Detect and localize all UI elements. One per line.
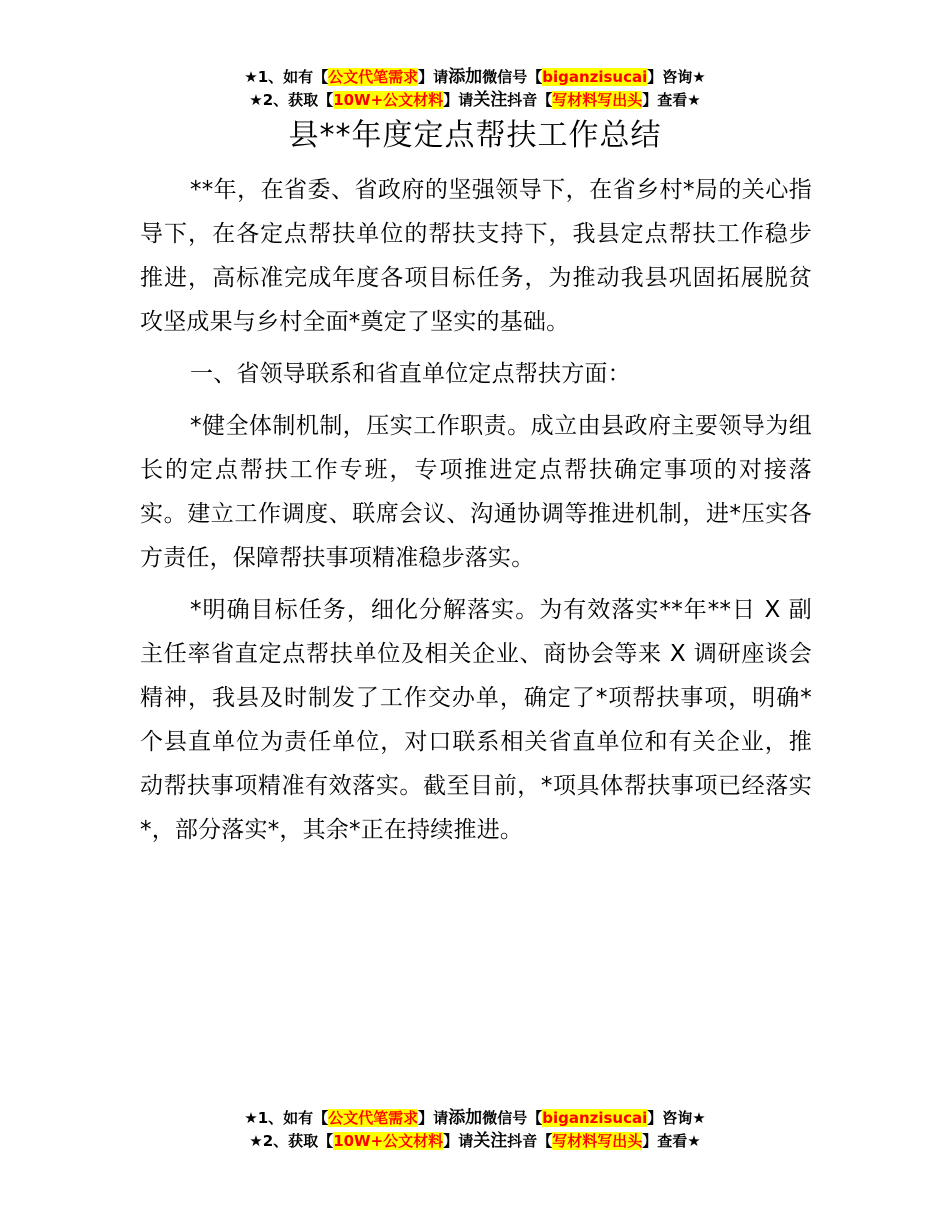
- banner-text: 】请: [443, 91, 474, 109]
- banner-highlight: 10W+公文材料: [333, 91, 444, 109]
- banner-text: 】请: [418, 68, 449, 86]
- banner-highlight: biganzisucai: [542, 1109, 648, 1127]
- banner-text: 微信号【: [482, 68, 543, 86]
- banner-highlight: 10W+公文材料: [333, 1132, 444, 1150]
- header-banner-line-1: [0, 66, 950, 89]
- banner-text: ★2、获取【: [249, 91, 334, 109]
- banner-text: ★2、获取【: [249, 1132, 334, 1150]
- banner-highlight: 写材料写出头: [552, 1132, 643, 1150]
- banner-text: 】查看★: [642, 91, 701, 109]
- footer-banner-line-1: [0, 1107, 950, 1130]
- banner-text: 】查看★: [642, 1132, 701, 1150]
- header-banner: [0, 66, 950, 112]
- banner-highlight: 公文代笔需求: [328, 1109, 419, 1127]
- footer-banner-line-2: [0, 1130, 950, 1153]
- banner-text: 微信号【: [482, 1109, 543, 1127]
- banner-emphasis: 添加: [448, 1108, 483, 1128]
- banner-highlight: biganzisucai: [542, 68, 648, 86]
- footer-banner: [0, 1107, 950, 1153]
- banner-text: ★1、如有【: [244, 1109, 329, 1127]
- banner-emphasis: 关注: [473, 1131, 508, 1151]
- document-body: [140, 168, 812, 860]
- banner-text: 】咨询★: [647, 68, 706, 86]
- paragraph-intro: **年，在省委、省政府的坚强领导下，在省乡村*局的关心指导下，在各定点帮扶单位的帮扶支持下，我县定点帮扶工作稳步推进，高标准完成年度各项目标任务，为推动我县巩固拓展脱贫攻坚成果与乡村全面*奠定了坚实的基础。: [140, 177, 812, 335]
- banner-text: 】请: [418, 1109, 449, 1127]
- banner-text: 抖音【: [507, 91, 553, 109]
- banner-emphasis: 添加: [448, 67, 483, 87]
- banner-text: ★1、如有【: [244, 68, 329, 86]
- header-banner-line-2: [0, 89, 950, 112]
- section-heading: 一、省领导联系和省直单位定点帮扶方面：: [190, 361, 631, 387]
- banner-emphasis: 关注: [473, 90, 508, 110]
- banner-text: 】咨询★: [647, 1109, 706, 1127]
- banner-highlight: 公文代笔需求: [328, 68, 419, 86]
- banner-highlight: 写材料写出头: [552, 91, 643, 109]
- banner-text: 】请: [443, 1132, 474, 1150]
- paragraph-targets: *明确目标任务，细化分解落实。为有效落实**年**日 X 副主任率省直定点帮扶单位及相关企业、商协会等来 X 调研座谈会精神，我县及时制发了工作交办单，确定了*项帮扶事项，明确*个县直单位为责任单位，对口联系相关省直单位和有关企业，推动帮扶事项精准有效落实。截至目前，*项具体帮扶事项已经落实*，部分落实*，其余*正在持续推进。: [140, 597, 812, 843]
- banner-text: 抖音【: [507, 1132, 553, 1150]
- document-title: 县**年度定点帮扶工作总结: [288, 118, 662, 153]
- paragraph-mechanism: *健全体制机制，压实工作职责。成立由县政府主要领导为组长的定点帮扶工作专班，专项推进定点帮扶确定事项的对接落实。建立工作调度、联席会议、沟通协调等推进机制，进*压实各方责任，保障帮扶事项精准稳步落实。: [140, 413, 812, 571]
